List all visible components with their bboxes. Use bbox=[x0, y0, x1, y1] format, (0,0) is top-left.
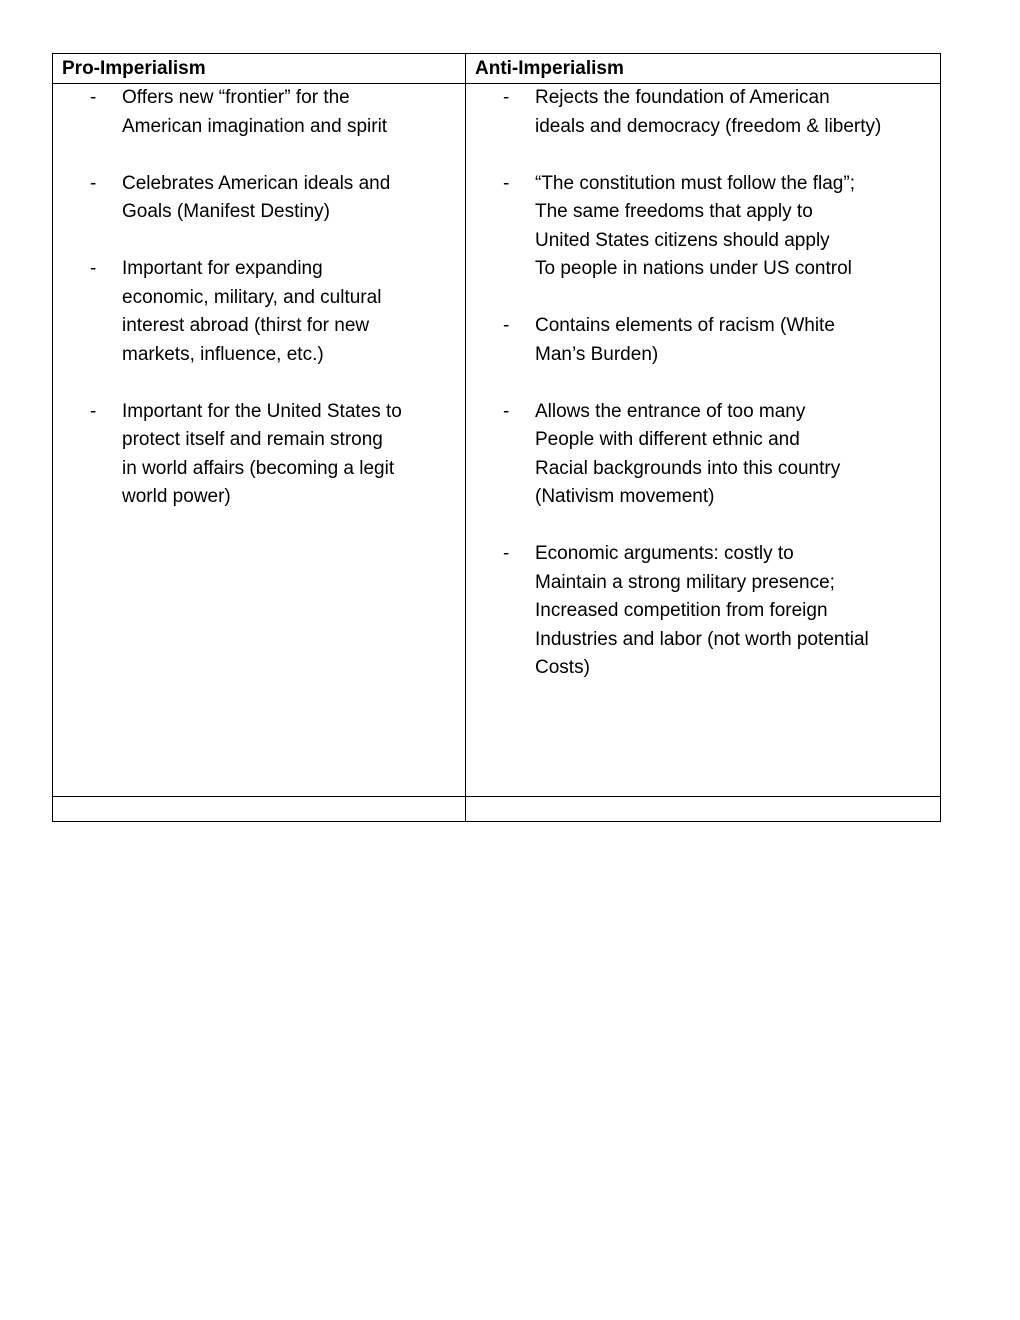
bullet-dash: - bbox=[90, 258, 97, 279]
list-item bbox=[53, 170, 465, 227]
bullet-dash: - bbox=[503, 400, 510, 422]
empty-footer-row bbox=[53, 797, 941, 822]
list-item bbox=[466, 312, 940, 369]
pro-imperialism-cell bbox=[53, 84, 466, 797]
list-item-text: Offers new “frontier” for the American imagination and spirit bbox=[122, 87, 388, 137]
list-item-text: Celebrates American ideals and Goals (Manifest Destiny) bbox=[122, 172, 391, 222]
bullet-dash: - bbox=[503, 87, 510, 108]
content-row bbox=[53, 84, 941, 797]
list-item-text: Economic arguments: costly to Maintain a strong military presence; Increased competition from foreign Industries and labor (not worth potential Costs) bbox=[535, 543, 869, 678]
bullet-dash: - bbox=[503, 543, 510, 564]
bullet-dash: - bbox=[90, 87, 97, 108]
list-item bbox=[53, 398, 465, 512]
list-item bbox=[466, 170, 940, 284]
bullet-dash: - bbox=[90, 400, 97, 422]
list-item-text: Important for expanding economic, military, and cultural interest abroad (thirst for new markets, influence, etc.) bbox=[122, 258, 382, 365]
pro-imperialism-list bbox=[53, 84, 465, 512]
anti-imperialism-cell bbox=[466, 84, 941, 797]
anti-imperialism-list bbox=[466, 84, 940, 683]
list-item-text: Contains elements of racism (White Man’s Burden) bbox=[535, 315, 835, 365]
list-item bbox=[466, 84, 940, 141]
list-item bbox=[53, 84, 465, 141]
pro-imperialism-header: Pro-Imperialism bbox=[53, 54, 466, 84]
list-item bbox=[466, 398, 940, 512]
list-item-text: Allows the entrance of too many People with different ethnic and Racial backgrounds into this country (Nativism movement) bbox=[535, 400, 841, 507]
list-item-text: Rejects the foundation of American ideals and democracy (freedom & liberty) bbox=[535, 87, 882, 137]
list-item-text: “The constitution must follow the flag”; The same freedoms that apply to United States citizens should apply To people in nations under US control bbox=[535, 172, 855, 279]
list-item bbox=[53, 255, 465, 369]
anti-imperialism-header: Anti-Imperialism bbox=[466, 54, 941, 84]
bullet-dash: - bbox=[503, 172, 510, 194]
empty-cell-left bbox=[53, 797, 466, 822]
header-row bbox=[53, 54, 941, 84]
comparison-table bbox=[52, 53, 941, 822]
bullet-dash: - bbox=[90, 172, 97, 194]
list-item bbox=[466, 540, 940, 683]
list-item-text: Important for the United States to protect itself and remain strong in world affairs (becoming a legit world power) bbox=[122, 400, 402, 507]
empty-cell-right bbox=[466, 797, 941, 822]
bullet-dash: - bbox=[503, 315, 510, 336]
